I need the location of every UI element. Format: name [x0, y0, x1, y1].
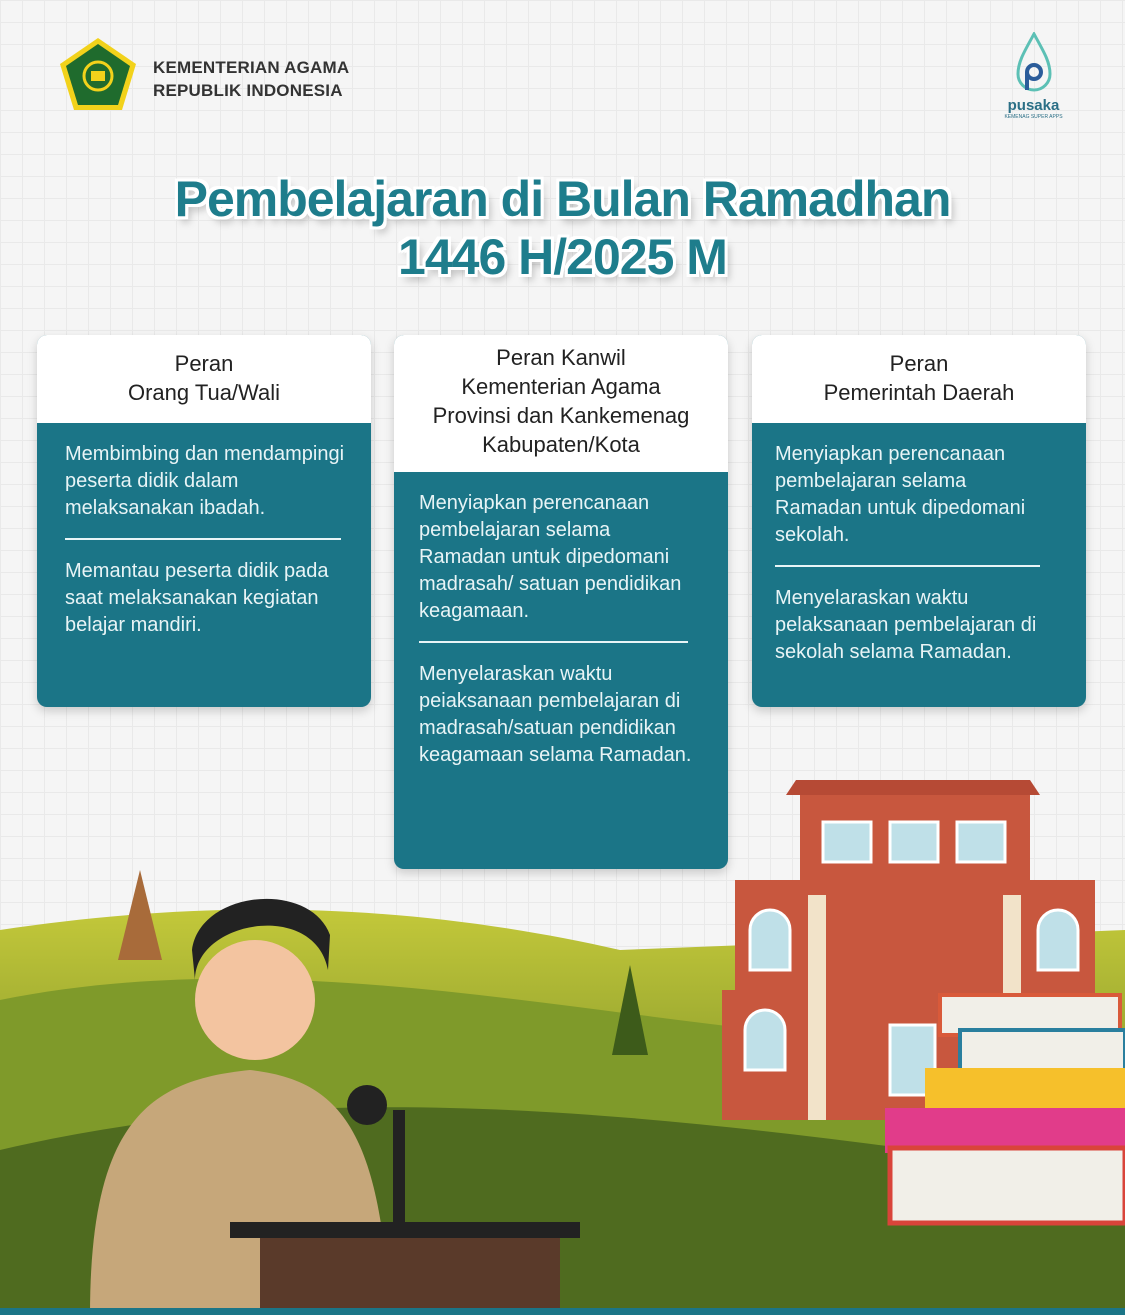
pusaka-logo — [996, 32, 1071, 120]
ministry-line-1: KEMENTERIAN AGAMA — [153, 58, 350, 77]
card-local-government-role — [752, 335, 1086, 707]
card-item: Menyelaraskan waktu pelaksanaan pembelajaran di sekolah selama Ramadan. — [775, 587, 1037, 663]
card-item: Menyelaraskan waktu peiaksanaan pembelajaran di madrasah/satuan pendidikan keagamaan selama Ramadan. — [419, 663, 692, 766]
card-item: Membimbing dan mendampingi peserta didik dalam melaksanakan ibadah. — [65, 443, 345, 519]
ministry-line-2: REPUBLIK INDONESIA — [153, 81, 343, 100]
pusaka-tagline: KEMENAG SUPER APPS — [1004, 114, 1063, 120]
card-parents-role — [37, 335, 371, 707]
microphone-icon — [347, 1085, 387, 1125]
card-title-line: Provinsi dan Kankemenag — [432, 403, 690, 428]
card-header — [752, 335, 1086, 423]
card-title-line: Peran — [174, 351, 234, 376]
illustration-scene — [0, 760, 1125, 1315]
card-title-line: Peran — [889, 351, 949, 376]
card-item: Memantau peserta didik pada saat melaksanakan kegiatan belajar mandiri. — [65, 560, 329, 636]
card-title-line: Pemerintah Daerah — [823, 380, 1015, 405]
page-title — [0, 170, 1125, 286]
card-title-line: Peran Kanwil — [496, 345, 626, 370]
title-line-1: Pembelajaran di Bulan Ramadhan — [174, 171, 951, 227]
pusaka-drop-icon — [1014, 32, 1054, 94]
divider — [419, 641, 688, 643]
card-item: Menyiapkan perencanaan pembelajaran selama Ramadan untuk dipedomani sekolah. — [775, 443, 1026, 546]
podium — [260, 1238, 560, 1315]
title-line-2: 1446 H/2025 M — [398, 229, 727, 285]
card-item: Menyiapkan perencanaan pembelajaran selama Ramadan untuk dipedomani madrasah/ satuan pendidikan keagamaan. — [419, 492, 682, 622]
card-title-line: Orang Tua/Wali — [127, 380, 281, 405]
card-header — [394, 335, 728, 472]
card-title-line: Kabupaten/Kota — [482, 432, 640, 457]
kemenag-emblem-logo — [58, 36, 138, 112]
microphone-stand — [393, 1110, 405, 1230]
card-title-line: Kementerian Agama — [461, 374, 661, 399]
card-header — [37, 335, 371, 423]
divider — [775, 565, 1040, 567]
divider — [65, 538, 341, 540]
ministry-name — [153, 56, 349, 102]
pusaka-wordmark: pusaka — [1007, 97, 1060, 114]
